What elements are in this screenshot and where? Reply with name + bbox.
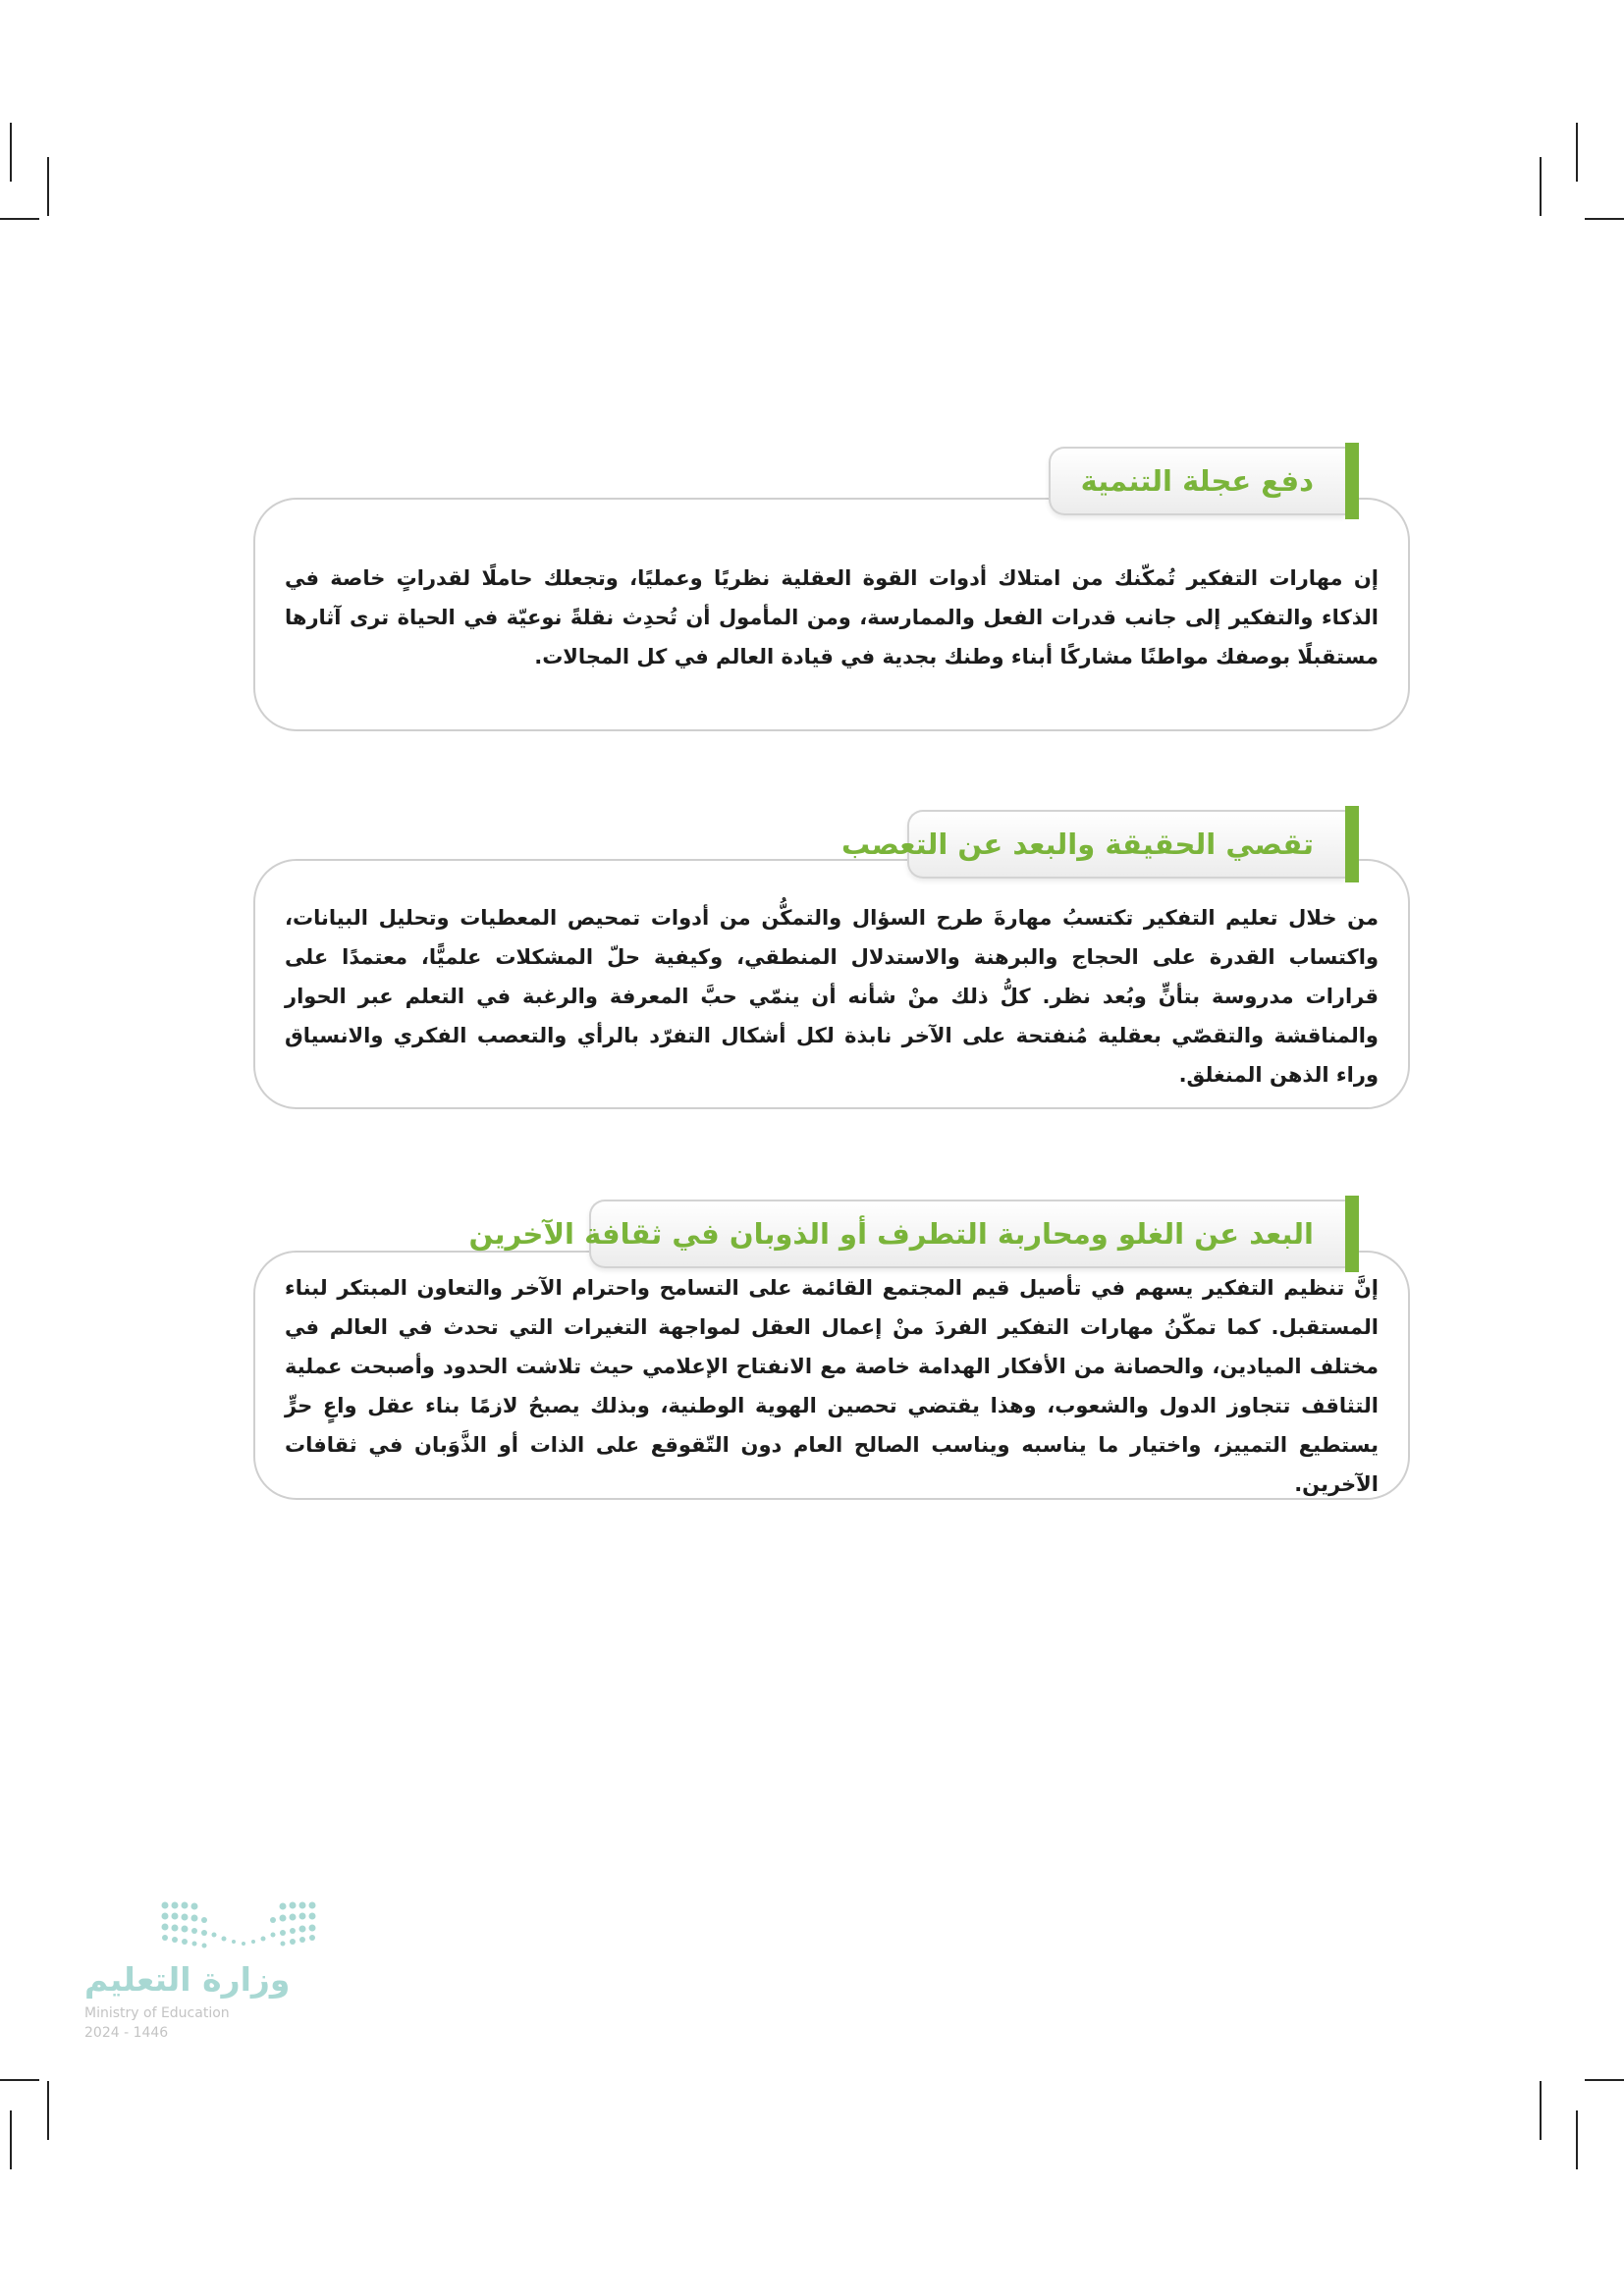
accent-bar: [1345, 443, 1359, 519]
section-development: [253, 447, 1410, 741]
crop-mark: [1576, 123, 1578, 182]
crop-mark: [10, 2110, 12, 2169]
section-box: [253, 1251, 1410, 1500]
section-title: تقصي الحقيقة والبعد عن التعصب: [841, 828, 1314, 861]
crop-mark: [1540, 2081, 1542, 2140]
crop-mark: [1585, 218, 1624, 220]
section-body: إنَّ تنظيم التفكير يسهم في تأصيل قيم المجتمع القائمة على التسامح واحترام الآخر والتعاون المبتكر لبناء المستقبل. كما تمكّنُ مهارات التفكير الفردَ منْ إعمال العقل لمواجهة التغيرات التي تحدث في العالم في مختلف الميادين، والحصانة من الأفكار الهدامة خاصة مع الانفتاح الإعلامي حيث تلاشت الحدود وأصبحت عملية التثاقف تتجاوز الدول والشعوب، وهذا يقتضي تحصين الهوية الوطنية، وبذلك يصبحُ لازمًا بناء عقل واعٍ حرٍّ يستطيع التمييز، واختيار ما يناسبه ويناسب الصالح العام دون التّقوقع على الذات أو الذَّوَبان في ثقافات الآخرين.: [285, 1276, 1379, 1496]
section-title-tab: [468, 1200, 1345, 1268]
logo-year: 2024 - 1446: [84, 2025, 169, 2041]
logo-dots-icon: [159, 1899, 326, 1954]
crop-mark: [47, 2081, 49, 2140]
accent-bar: [1345, 806, 1359, 882]
crop-mark: [0, 218, 39, 220]
crop-mark: [1576, 2110, 1578, 2169]
crop-mark: [47, 157, 49, 216]
logo-english-text: Ministry of Education: [84, 2005, 230, 2021]
accent-bar: [1345, 1196, 1359, 1272]
ministry-logo: [84, 1899, 291, 2047]
section-title-tab: [1049, 447, 1345, 515]
logo-arabic-text: وزارة التعليم: [84, 1960, 291, 1999]
crop-mark: [0, 2079, 39, 2081]
crop-mark: [1540, 157, 1542, 216]
section-truth-seeking: [253, 810, 1410, 1119]
section-box: [253, 859, 1410, 1109]
section-title-tab: [841, 810, 1345, 879]
section-title: دفع عجلة التنمية: [1080, 464, 1314, 498]
crop-mark: [10, 123, 12, 182]
section-body: من خلال تعليم التفكير تكتسبُ مهارةَ طرح السؤال والتمكُّن من أدوات تمحيص المعطيات وتحليل البيانات، واكتساب القدرة على الحجاج والبرهنة والاستدلال المنطقي، وكيفية حلّ المشكلات علميًّا، معتمدًا على قرارات مدروسة بتأنٍّ وبُعد نظر. كلُّ ذلك منْ شأنه أن ينمّي حبَّ المعرفة والرغبة في التعلم عبر الحوار والمناقشة والتقصّي بعقلية مُنفتحة على الآخر نابذة لكل أشكال التفرّد بالرأي والتعصب الفكري والانسياق وراء الذهن المنغلق.: [285, 906, 1379, 1087]
crop-mark: [1585, 2079, 1624, 2081]
section-extremism: [253, 1200, 1410, 1509]
section-box: [253, 498, 1410, 731]
section-body: إن مهارات التفكير تُمكّنك من امتلاك أدوات القوة العقلية نظريًا وعمليًا، وتجعلك حاملًا لقدراتٍ خاصة في الذكاء والتفكير إلى جانب قدرات الفعل والممارسة، ومن المأمول أن تُحدِث نقلةً نوعيّة في الحياة ترى آثارها مستقبلًا بوصفك مواطنًا مشاركًا أبناء وطنك بجدية في قيادة العالم في كل المجالات.: [285, 566, 1379, 668]
section-title: البعد عن الغلو ومحاربة التطرف أو الذوبان في ثقافة الآخرين: [468, 1217, 1314, 1251]
